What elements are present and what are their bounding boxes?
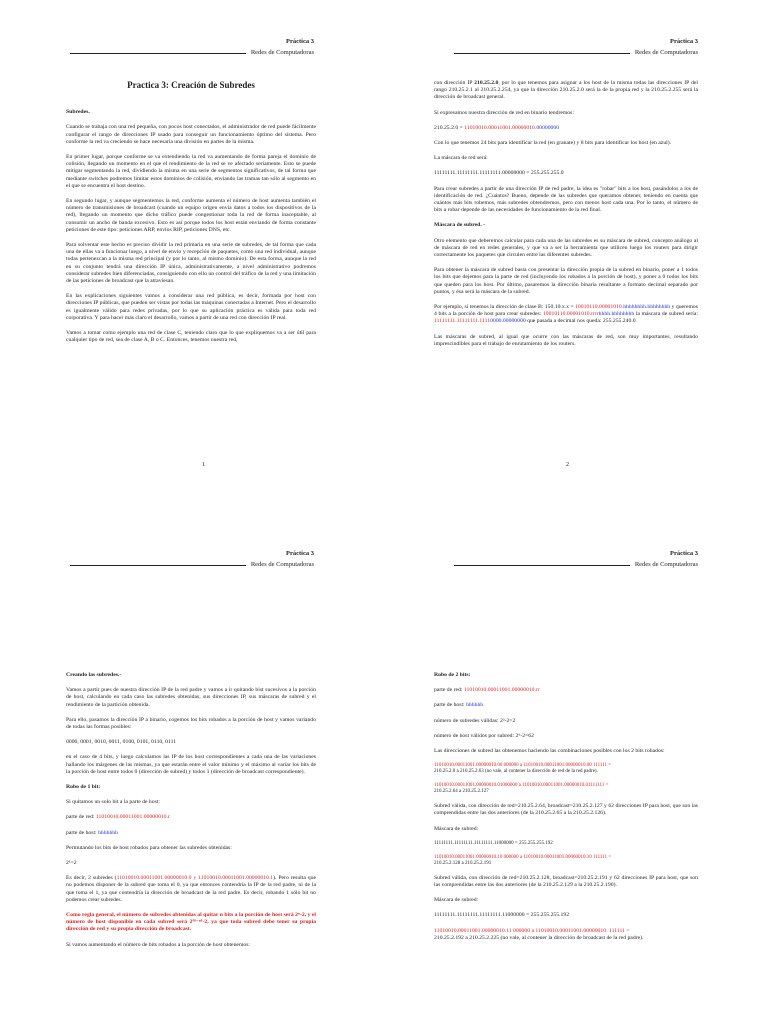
mask-value: 11111111.11111111.11111111.11000000 = 255.255.255.192: [434, 840, 553, 846]
section-heading: Creando las subredes.-: [66, 672, 122, 678]
binary-range: 11010010.00011001.00000010.01000000 a 11010010.00011001.00000010.01111111 =: [434, 783, 609, 789]
section-heading: Subredes.: [66, 109, 90, 116]
subnet-range: [434, 855, 698, 867]
page-header: [454, 38, 698, 56]
paragraph: [434, 80, 698, 102]
text: 210.25.2.0 =: [434, 124, 465, 131]
header-rule: [454, 53, 630, 54]
paragraph: en el caso de 4 bits, y luego calculamos las IP de los host correspondientes a cada una de las variaciones hallando los márgenes de las mismas, ya que estarán entre el valor mínimo y el máximo al variar los bits de la porción de host entre todos 0 (dirección de subred) y todos 1 (dirección de broadcast correspondiente).: [66, 754, 316, 775]
mask-value: 11111111.11111111.11111111.11000000 = 255.255.255.192: [434, 912, 570, 919]
header-title: Práctica 3: [670, 38, 698, 45]
header-subtitle: Redes de Computadoras: [250, 561, 314, 568]
host-part: [434, 702, 698, 709]
paragraph: Para solventar este hecho es preciso dividir la red primaria en una serie de subredes, de tal forma que cada una de ellas va a funcionar luego, a nivel de envío y recepción de paquetes, como una red individual, aunque todas pertenezcan a la misma red principal (y por lo tanto, al mismo dominio). De esta forma, aunque la red en su conjunto tendrá una dirección IP única, administrativamente, a nivel administrativo podremos considerar subredes bien diferenciadas, consiguiendo con ello un control del tráfico de la red y una limitación de las peticiones de broadcast que la atraviesan.: [66, 242, 316, 285]
page-number: 1: [202, 462, 205, 468]
text: con dirección IP: [434, 80, 475, 86]
paragraph: En primer lugar, porque conforme se va extendiendo la red va aumentando de forma pareja el dominio de colisión, llegando un momento en el que el rendimiento de la red se ve afectado seriamente. Esto se puede mitigar segmentando la red, dividiendo la misma en una serie de segmentos significativos, de tal forma que mediante switches podremos limitar estos dominios de colisión, enviando las tramas tan sólo al segmento en el que se encuentra el host destino.: [66, 154, 316, 189]
header-title: Práctica 3: [670, 550, 698, 557]
section-heading: Máscara de subred. -: [434, 222, 486, 229]
page-header: [70, 38, 314, 56]
page-header: [70, 550, 314, 568]
paragraph: En segundo lugar, y aunque segmentemos la red, conforme aumenta el número de host aumenta también el número de transmisiones de broadcast (cuando un equipo origen envía datos a todos los dispositivos de la red), llegando un momento que dicho tráfico puede congestionar toda la red de forma inaceptable, al consumir un ancho de banda excesivo. Esto es así porque todos los host están enviando de forma constante peticiones de este tipo: peticiones ARP, envíos RIP, peticiones DNS, etc.: [66, 198, 316, 233]
header-subtitle: Redes de Computadoras: [634, 49, 698, 56]
combinations: 0000, 0001, 0010, 0011, 0100, 0101, 0110, 0111: [66, 739, 177, 746]
network-bits: 11010010.00011001.00000010.r: [95, 814, 170, 821]
paragraph: Vamos a tomar como ejemplo una red de clase C, teniendo claro que lo que expliquemos va a ser útil para cualquier tipo de red, sea de clase A, B o C. Entonces, tenemos nuestra red,: [66, 330, 316, 344]
subnet-range: [434, 928, 698, 942]
page-2: [384, 0, 768, 512]
text: que pasada a decimal nos queda: 255.255.240.0: [525, 318, 636, 325]
section-heading: Robo de 2 bits:: [434, 672, 471, 678]
paragraph: Para crear subredes a partir de una dirección IP de red padre, la idea es "robar" bits a los host, pasándolos a los de identificación de red. ¿Cuántos? Bueno, depende de las subredes que queramos obtener, teniendo en cuenta que cuántos más bits robemos, más subredes obtendremos, pero con menos host cada una. Por lo tanto, el número de bits a robar depende de las necesidades de funcionamiento de la red final.: [434, 185, 698, 214]
page-body: [66, 82, 316, 352]
binary-range: 11010010.00011001.00000010.11 000000 a 11010010.00011001.00000010. 111111 =: [434, 927, 630, 934]
page-body: [66, 672, 316, 957]
paragraph: Subred válida, con dirección de red=210.25.2.64, broadcast=210.25.2.127 y 62 direcciones IP para host, que son las comprendidas entre las dos anteriores (de la 210.25.2.65 a la 210.25.2.126).: [434, 803, 698, 817]
paragraph: Cuando se trabaja con una red pequeña, con pocos host conectados, el administrador de red puede fácilmente configurar el rango de direcciones IP usado para conseguir un funcionamiento óptimo del sistema. Pero conforme la red va creciendo se hace necesaria una división en partes de la misma.: [66, 124, 316, 145]
page-header: [454, 550, 698, 568]
paragraph: Para obtener la máscara de subred basta con presentar la dirección propia de la subred en binario, poner a 1 todos los bits que dejemos para la parte de red (incluyendo los robados a la porción de host), y poner a 0 todos los bits que queden para los host. Por último, pasaremos la dirección binaria resultante a formato decimal separado por puntos, y ésa será la máscara de la subred.: [434, 267, 698, 295]
host-part: [66, 830, 316, 837]
network-bits: 10010110.00001010: [575, 304, 622, 311]
network-bits: 11010010.00011001.00000010.rr: [463, 687, 540, 694]
paragraph: La máscara de red será:: [434, 155, 488, 162]
paragraph: Máscara de subred:: [434, 897, 479, 904]
network-part: [434, 687, 698, 694]
paragraph: Para ello, pasamos la dirección IP a binario, cogemos los bits robados a la porción de host y vamos variando de todas las formas posibles:: [66, 716, 316, 731]
subnet-range: [434, 763, 698, 775]
paragraph: Permutando los bits de host robados para obtener las subredes obtenidas:: [66, 844, 232, 851]
page-4: [384, 512, 768, 1024]
section-heading: Robo de 1 bit:: [66, 784, 101, 791]
paragraph: [434, 304, 698, 326]
label: parte de red:: [434, 687, 464, 694]
paragraph: Con lo que tenemos 24 bits para identificar la red (en granate) y 8 bits para identificar los host (en azul).: [434, 140, 672, 147]
label: parte de host:: [434, 702, 467, 709]
paragraph: Si vamos aumentando el número de bits robados a la porción de host obtenemos:: [66, 941, 251, 948]
text: ). Pero resulta que no podemos disponer de la subred que toma el 0, ya que entonces contendría la IP de la red padre, ni de la que toma el 1, ya que contendría la dirección de broadcast de la red padre. Es decir, robando 1 sólo bit no podemos crear subredes.: [66, 875, 316, 903]
decimal-range: 210.25.2.192 a 210.25.2.225 (no vale, al contener la dirección de broadcast de la red padre).: [434, 934, 644, 941]
ip-address: 210.25.2.0: [474, 80, 499, 86]
paragraph: Si quitamos un solo bit a la parte de host:: [66, 799, 160, 806]
page-body: [434, 80, 698, 356]
text: la máscara de subred sería:: [634, 311, 698, 318]
binary-address: [434, 125, 698, 132]
paragraph: Vamos a partir pues de nuestra dirección IP de la red padre y vamos a ir quitando bist sucesivos a la porción de host, calculando en cada caso las subredes obtenidas, sus direcciones IP, sus máscaras de subred y el rendimiento de la partición obtenida.: [66, 687, 316, 708]
host-bits: .hhhhhhhh.hhhhhhhh: [621, 304, 671, 311]
header-subtitle: Redes de Computadoras: [634, 561, 698, 568]
header-rule: [70, 565, 246, 566]
network-part: [66, 814, 316, 821]
subnet-range: [434, 783, 698, 795]
page-1: [0, 0, 384, 512]
paragraph: Máscara de subred:: [434, 825, 479, 832]
document-title: Practica 3: Creación de Subredes: [127, 80, 255, 90]
paragraph: Otro elemento que deberemos calcular para cada una de las subredes es su máscara de subred, concepto análogo al de máscara de red en redes generales, y que va a ser la herramienta que utilicen luego los routers para dirigir correctamente los paquetes que circulen entre las diferentes subredes.: [434, 237, 698, 259]
label: parte de red:: [66, 814, 96, 821]
mask-value: 11111111.11111111.11111111.00000000 = 255.255.255.0: [434, 170, 564, 177]
header-rule: [70, 53, 246, 54]
host-bits: hhhhhhh: [98, 829, 118, 836]
paragraph: Las direcciones de subred las obtenemos haciendo las combinaciones posibles con los 2 bits robados:: [434, 748, 665, 755]
header-rule: [454, 565, 630, 566]
header-title: Práctica 3: [286, 38, 314, 45]
page-number: 2: [566, 462, 569, 468]
page-body: [434, 672, 698, 950]
text: Por ejemplo, si tenemos la dirección de clase B: 150.10.x.x =: [434, 304, 576, 311]
binary-range: 11010010.00011001.00000010.10 000000 a 11010010.00011001.00000010.10 111111 =: [434, 854, 612, 860]
paragraph: Si expresamos nuestra dirección de red en binario tendremos:: [434, 109, 574, 116]
page-3: [0, 512, 384, 1024]
decimal-range: 210.25.2.0 a 210.25.2.63 (no vale, al contener la dirección de red de la red padre).: [434, 769, 598, 775]
subnet-count: número de subredes válidas: 2²-2=2: [434, 717, 516, 724]
binary-range: 11010010.00011001.00000010.00 000000 a 11010010.00011001.00000010.00 111111 =: [434, 763, 612, 769]
text: Es decir, 2 subredes (: [66, 875, 117, 882]
network-bits: 11010010.00011001.00000010.0 y 11010010.00011001.00000010.1: [116, 875, 274, 882]
network-bits: 11111111.11111111.1111: [434, 318, 491, 325]
text: y queremos 4 bits a la porción de host para crear subredes:: [434, 304, 698, 318]
host-bits: hhhh.hhhhhhhh: [598, 311, 635, 318]
network-bits: 10010110.00001010.rrrr: [542, 311, 599, 318]
paragraph: Subred válida, con dirección de red=210.25.2.128, broadcast=210.25.2.191 y 62 direcciones IP para host, que son las comprendidas entre las dos anteriores (de la 210.25.2.129 a la 210.25.2.190).: [434, 874, 698, 889]
header-subtitle: Redes de Computadoras: [250, 49, 314, 56]
host-bits: hhhhhh: [466, 702, 484, 709]
label: parte de host:: [66, 829, 99, 836]
formula: 2¹=2: [66, 860, 77, 867]
decimal-range: 210.25.2.64 a 210.25.2.127: [434, 789, 489, 795]
text: , por lo que tenemos para asignar a los host de la misma todas las direcciones IP del rango 210.25.2.1 al 210.25.2.254, ya que la dirección 210.25.2.0 será la de la propia red y la 210.25.2.255 será la dirección de broadcast general.: [434, 80, 699, 101]
host-bits: 00000000: [536, 124, 560, 131]
general-rule-note: Como regla general, el número de subredes obtenidas al quitar n bits a la porción de host será 2ⁿ-2, y el número de host disponible en cada subred será 2⁽⁸⁻ⁿ⁾-2, ya que toda subred debe tener su propia dirección de red y su propia dirección de broadcast.: [66, 912, 316, 933]
host-count: número de host válidos por subred: 2⁶-2=62: [434, 732, 534, 739]
paragraph: En las explicaciones siguientes vamos a considerar una red pública, es decir, formada por host con direcciones IP públicas, que pueden ser vistas por todas las máquinas conectadas a Internet. Pero el desarrollo es igualmente válido para redes privadas, por lo que su aplicación práctica es válida para toda red corporativa. Y para hacer más claro el desarrollo, vamos a partir de una red con dirección IP real.: [66, 293, 316, 321]
paragraph: [66, 875, 316, 904]
host-bits: 0000.00000000: [490, 318, 526, 325]
network-bits: 11010010.00011001.00000010.: [464, 124, 537, 131]
paragraph: Las máscaras de subred, al igual que ocurre con las máscaras de red, son muy importantes, resultando imprescindibles para el trabajo de enrutamiento de los routers.: [434, 333, 698, 347]
header-title: Práctica 3: [286, 550, 314, 557]
decimal-range: 210.25.2.128 a 210.25.2.191: [434, 860, 492, 866]
